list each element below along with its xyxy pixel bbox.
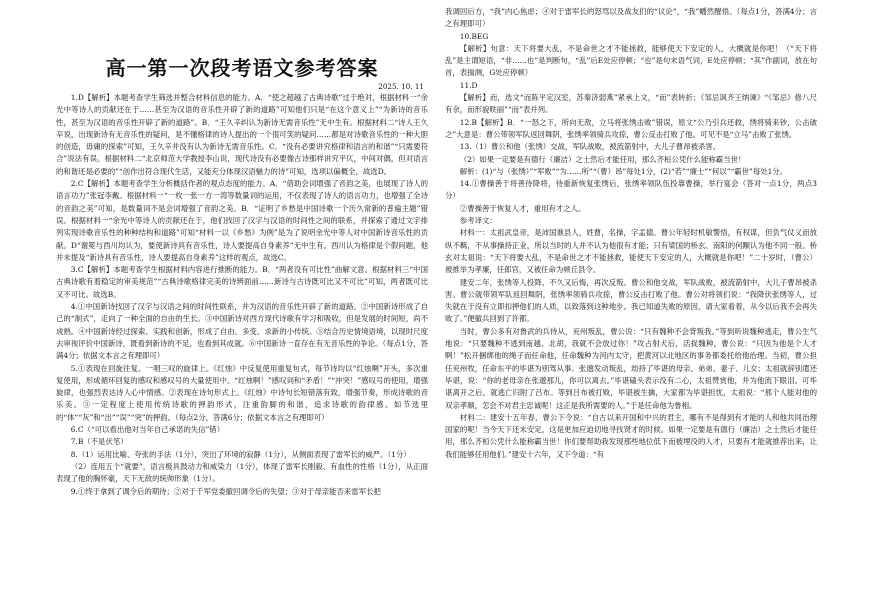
answer-paragraph: 解析：(1)“与（张绣）”“军败”“为……所”“（曹）昂”每处1分，(2)“若”“廉士”“何以”“霸世”每处1分。 (459, 166, 788, 176)
left-answer-text (56, 92, 428, 498)
answer-paragraph: 【解析】而，选文“而陈平定汉室，苏秦济弱燕”紧承上文，“而”表转折；《邹忌讽齐王纳谏》“《邹忌》修八尺有余，而形貌昳丽”“而”表并列。 (445, 93, 817, 115)
document-title: 高一第一次段考语文参考答案 (105, 56, 379, 80)
answer-paragraph: 【解析】句意：天下将要大乱，不是命世之才不能拯救，能够使天下安定的人，大概就是你吧！（“天下将乱”是主谓短语，“非……也”是判断句，“乱”后E处应停顿；“也”是句末语气词，E处应停顿；“其”作副词，放在句首，表揣测，G处应停顿） (445, 43, 817, 78)
left-column (56, 0, 428, 614)
answer-paragraph: （2）连用五个“就要”，语言极具鼓动力和威染力（1分），体现了雷军长刚毅、有血性的性格（1分），从正面表现了他的胸怀豪，天下无敌的统帅形象（1分）。 (56, 461, 428, 484)
answer-paragraph: 10.BEG (459, 31, 489, 41)
answer-paragraph: 8.（1）运用比喻、夸张的手法（1分），突出了环境的寂静（1分），从侧面表现了雷军长的威严。（1分） (70, 449, 411, 459)
answer-paragraph: 1.D【解析】本题考查学生筛选并整合材料信息的能力。A．“使之超越了古典诗歌”过于绝对，根据材料一“余光中等诗人的贡献还在于……甚至为汉语的音乐性开辟了新的道路”可知他们只是“在这个意义上”“为新诗的音乐性，甚至为汉语的音乐性开辟了新的道路”。B．“王久辛纠认为新诗无需音乐性”无中生有。根据材料二“诗人王久辛说，出现新诗有无音乐性的疑问，是不懂格律的诗人提出的一个很可笑的疑问……都是对诗歌音乐性的一种大胆的创造，毋庸的探索”可知，王久辛并没有认为新诗无需音乐性。C．“没有必要讲究格律和语言的和谐”“只需要符合”说法有误。根据材料二“北京师范大学教授李山说，现代诗没有必要像古诗那样讲究平仄，中间对偶，但对语言的和谐还是必要的”“创作出符合现代生活，又能充分体现汉语魅力的诗”可知，选项以偏概全，故选D。 (56, 93, 428, 176)
answer-paragraph: 当时，曹公多有对鲁武的兵侍从，兖州叛乱，曹公说：“只有魏种不会背叛我。”等到听说魏种逃走，曹公生气地说：“只要魏种不逃到南越、北胡，我就不会放过你！”攻占射犬后，活捉魏种，曹公说：“只因为他是个人才啊！”松开捆绑他的绳子而任命他，任命魏种为河内太守，把黄河以北地区的事务都委托给他治理。当初，曹公担任兖州牧，任命东平的毕谌为别驾从事。张邈发动叛乱，劫持了毕谌的母亲、弟弟、妻子、儿女；太祖就辞别遣还毕谌，说：“你的老母亲在张邈那儿，你可以离去。”毕谌磕头表示没有二心，太祖赞赏他，并为他流下眼泪。可毕谌离开之后，就逃亡归附了吕布。等到吕布被打败，毕谌被生擒，大家都为毕谌担忧，太祖说：“那个人能对他的双亲孝顺，怎会不对君主忠诚呢！这正是我所需要的人。”于是任命他为鲁相。 (445, 326, 817, 410)
answer-paragraph: 11.D (459, 80, 478, 90)
answer-paragraph: 材料一：太祖武皇帝，是沛国谯县人，姓曹，名操，字孟德。曹公年轻时机敏警悟，有权谋，但负气仗义而放纵不羁，不从事操持正业，所以当时的人并不认为他很有才能；只有梁国的桥玄、南阳的何颙认为他不同一般。桥玄对太祖说：“天下将要大乱，不是命世之才不能拯救，能使天下安定的人，大概就是你吧！”二十岁时，（曹公）被推举为孝廉，任郎官，又被任命为顿丘县令。 (445, 228, 817, 275)
answer-paragraph: 14.①曹操善于将善待降将，待重新恢复张绣后，张绣率领队伍投靠曹操，举行宴会（答对一点1分，两点3分） (445, 179, 817, 201)
answer-paragraph: 参考译文： (459, 216, 497, 226)
answer-paragraph: 7.B（不是伏笔） (70, 437, 128, 447)
right-column (445, 0, 817, 614)
answer-paragraph: 3.C【解析】本题考查学生根据材料内容进行推断的能力。B．“两者没有可比性”曲解文意。根据材料三“中国古典诗歌有着稳定的审美规范”“古典诗歌格律完美的诗辨面前……新诗与古诗既可比又不可比”可知，两者既可比又不可比。故选B。 (56, 265, 428, 299)
answer-paragraph: 建安二年，张绣等人投降。不久又后悔，再次反叛。曹公和他交战，军队战败，被流箭射中，大儿子曹昂被杀害。曹公就带领军队返回舞阴，张绣率领骑兵攻掠，曹公反击打败了他。曹公对将领们说：“我降伏张绣等人，过失就在于没有立即扣押他们的人质，以致落到这种地步。我已知道失败的原因，请大家看着，从今以后我不会再失败了。”便撤兵回到了许都。 (445, 277, 817, 324)
answer-paragraph: ②曹操善于恢复人才，重用有才之人。 (459, 203, 586, 213)
answer-paragraph: 13.（1）曹公和他（张绣）交战，军队战败，被流箭射中，大儿子曹昂被杀害。 (459, 142, 721, 152)
answer-paragraph: （2）如果一定要是有德行（廉洁）之士然后才能任用，那么齐桓公凭什么能称霸当世！ (459, 154, 746, 164)
answer-paragraph: 6.C（“可以看出他对当年自己承诺的失信”错） (70, 425, 225, 435)
answer-paragraph: 材料二：建安十五年春，曹公下令说：“自古以来开国和中兴的君主，哪有不是得到有才能的人和他共同治理国家的呢！当今天下还未安定，这是更加应迫切地寻找贤才的时候。如果一定要是有德行（廉洁）之士然后才能任用，那么齐桓公凭什么能称霸当世！你们要帮助我发现那些地位低下而被埋没的人才，只要有才能就推荐出来，让我们能够任用他们。”建安十六年，又下令道：“有 (445, 412, 817, 459)
answer-paragraph: 9.①终于拿到了调令后的期待；②对于千军党委撤回调令后的失望；③对于母亲能否来雷军长把 (70, 486, 381, 496)
right-answer-text (445, 6, 817, 461)
answer-paragraph: 12.B【解析】B．“一怒之下，所向无敌，立马将张绣击败”错误，原文“公乃引兵还救，绣将骑来钞，公击破之”大意是：曹公带领军队返回舞阴，张绣率领骑兵攻掠，曹公反击打败了他。可见不是“立马”击败了张绣。 (445, 117, 817, 139)
answer-paragraph: 我调回后方，“我”内心焦虑；④对于雷军长的怒骂以及战友们的“议论”，“我”幡然醒悟。（每点1分，答满4分；言之有理即可） (445, 7, 817, 29)
document-date: 2025. 10. 11 (378, 82, 424, 91)
answer-paragraph: 2.C【解析】本题考查学生分析概括作者的观点态度的能力。A．“借助会词增强了音韵之美，也展现了诗人的语言功力”张冠李戴。根据材料一“一枚一张一方一湾等数量词的运用，不仅表现了诗人的语言功力，也增强了全诗的音韵之美”可知，是数量词不是会词增强了音韵之美。B．“证明了乡愁是中国诗歌一个历久常新的普遍主题”错误。根据材料一“余光中等诗人的贡献还在于，他们找回了汉字与汉语的时间性之间的联系，并探索了通过文字排列实现诗歌音乐性的种种结构和道路”可知“材料一以《乡愁》为例”是为了说明余光中等人对中国新诗音乐性的贡献。D“谢冕与西川均认为，要使新诗具有音乐性，诗人要提高自身素养”无中生有。西川认为格律是个假问题，他并未提及“新诗具有音乐性，诗人要提高自身素养”这样的观点，故选C。 (56, 179, 428, 262)
answer-paragraph: 4.①中国新诗找回了汉字与汉语之间的时间性联系，并为汉语的音乐性开辟了新的道路。②中国新诗形成了自己的“制式”，走向了一种全面的自由的生长。③中国新诗对西方现代诗歌有学习和吸收，但是发展的时间短，尚不成熟。④中国新诗经过探索、实践和创新，形成了自由、多变、求新的小传统。⑤结合历史情境语境，以现时尺度去审视评价中国新诗，既看到新诗的不足，也看到其成就。⑥中国新诗一直存在有无音乐性的争论。（每点1分，答满4分；依据文本言之有理即可） (56, 302, 428, 361)
answer-paragraph: 5.①表现在回旋往复、一唱三叹的旋律上。《红烛》中反复使用重复句式，每节诗均以“红烛啊”开头，多次重复使用，形成循环回复的感叹和感叹号的大量使用中。“红烛啊！”感叹词和“矛盾！”“冲突！”感叹号的使用，增强旋律，也强烈表达诗人心中情感。②表现在诗句形式上。《红烛》中诗句长短错落有致，增强节奏，形成诗歌的音乐美。③一定程度上使用传统诗歌的押韵形式，注重韵脚的和谐，追求诗歌的韵律感。如节选里的“体”“灰”和“出”“误”“突”的押韵。（每点2分，答满6分；依据文本言之有理即可） (56, 363, 428, 422)
